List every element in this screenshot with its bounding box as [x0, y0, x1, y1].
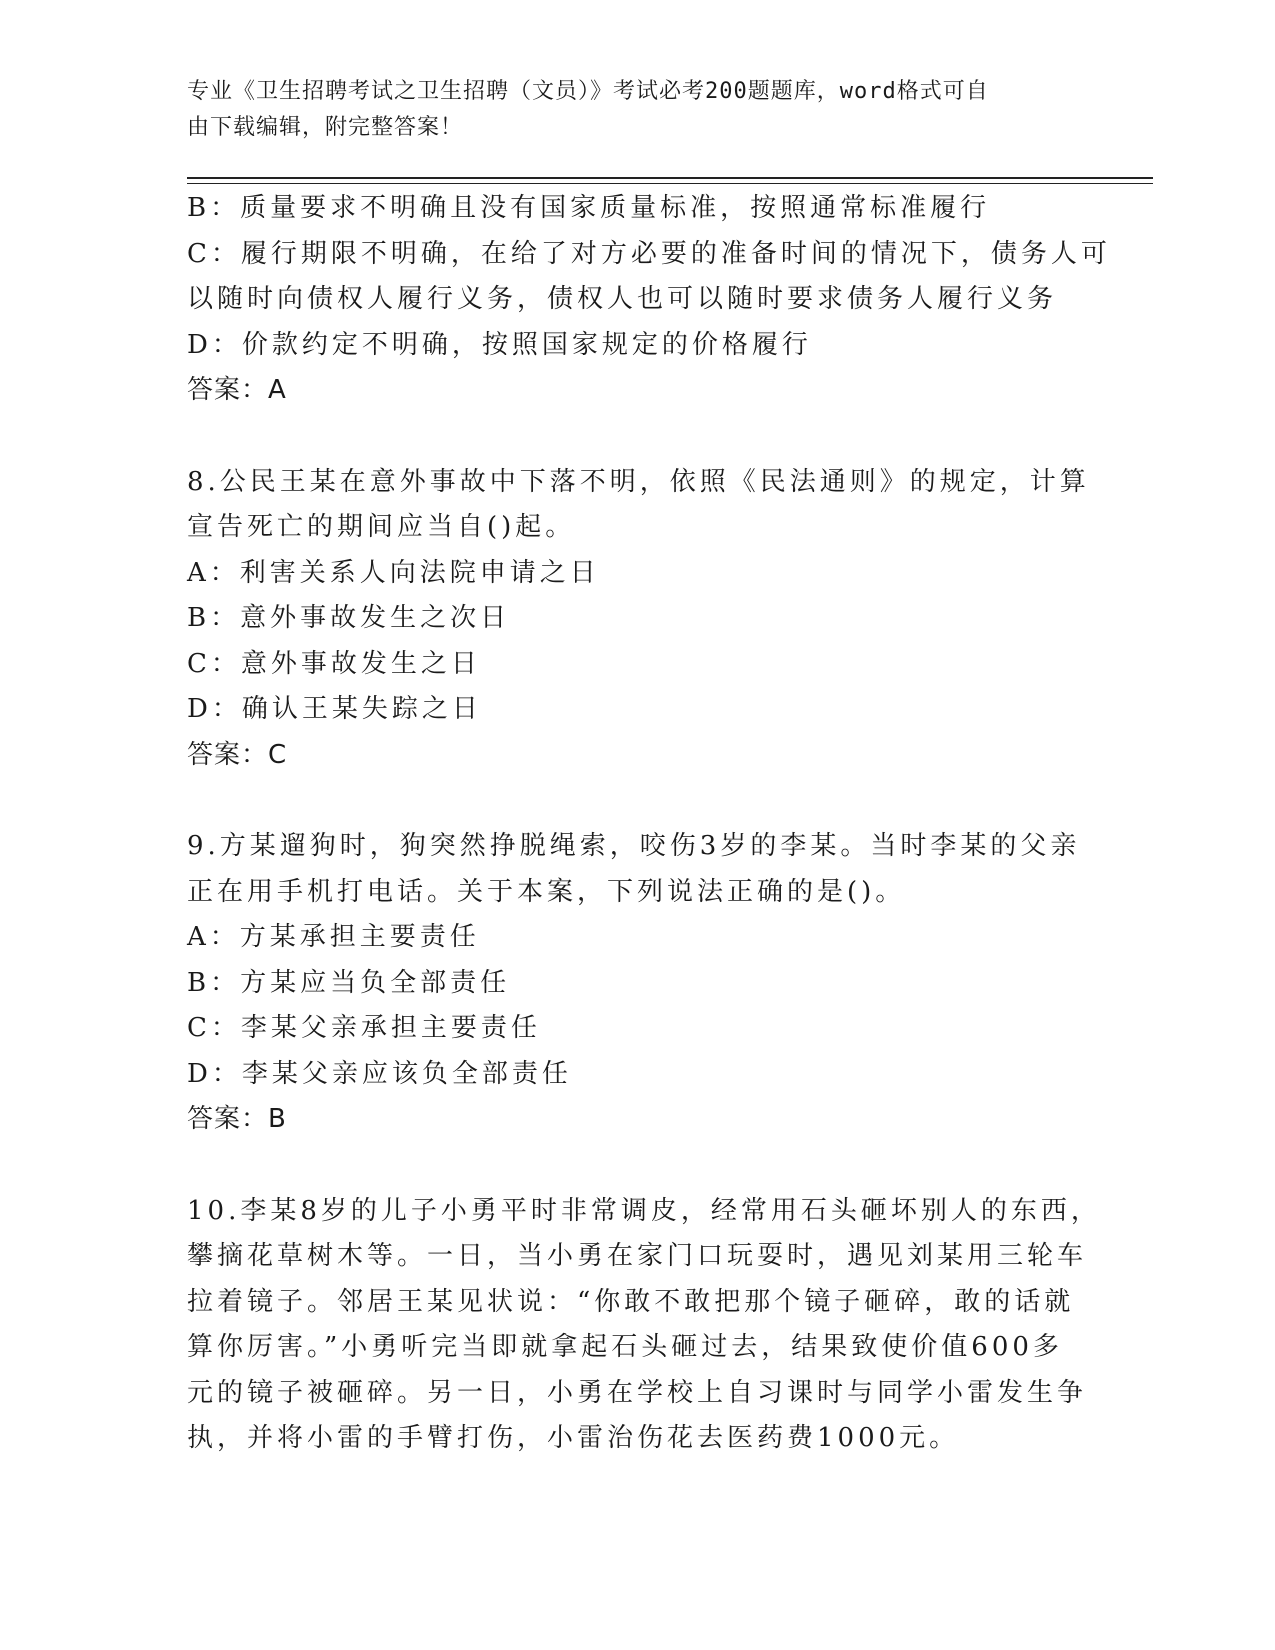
question-stem-continued: 正在用手机打电话。关于本案，下列说法正确的是()。	[187, 876, 906, 907]
option-c: C：意外事故发生之日	[187, 648, 481, 679]
option-d: D：李某父亲应该负全部责任	[187, 1058, 572, 1089]
question-stem: 8.公民王某在意外事故中下落不明，依照《民法通则》的规定，计算	[187, 466, 1090, 497]
document-body	[187, 186, 1111, 1462]
header-rule-thick	[187, 177, 1153, 179]
question-10	[187, 1189, 1101, 1462]
question-stem-continued: 元的镜子被砸碎。另一日，小勇在学校上自习课时与同学小雷发生争	[187, 1377, 1088, 1408]
option-a: A：方某承担主要责任	[187, 922, 480, 952]
option-b: B：意外事故发生之次日	[187, 603, 511, 633]
answer: 答案：A	[187, 375, 287, 405]
question-stem-continued: 宣告死亡的期间应当自()起。	[187, 512, 576, 542]
option-a: A：利害关系人向法院申请之日	[187, 557, 600, 588]
question-stem: 9.方某遛狗时，狗突然挣脱绳索，咬伤3岁的李某。当时李某的父亲	[187, 831, 1081, 861]
header-line-1: 专业《卫生招聘考试之卫生招聘（文员）》考试必考200题题库，word格式可自	[187, 79, 989, 104]
question-7-continued	[187, 186, 1111, 414]
option-b: B：质量要求不明确且没有国家质量标准，按照通常标准履行	[187, 193, 991, 223]
option-c: C：李某父亲承担主要责任	[187, 1013, 541, 1043]
question-stem-continued: 算你厉害。”小勇听完当即就拿起石头砸过去，结果致使价值600多	[187, 1332, 1063, 1362]
option-c: C：履行期限不明确，在给了对方必要的准备时间的情况下，债务人可	[187, 238, 1111, 269]
answer: 答案：B	[187, 1104, 287, 1134]
header-rule-thin	[187, 183, 1153, 184]
option-b: B：方某应当负全部责任	[187, 967, 511, 998]
question-9	[187, 824, 1087, 1143]
question-stem-continued: 执，并将小雷的手臂打伤，小雷治伤花去医药费1000元。	[187, 1423, 960, 1453]
option-d: D：价款约定不明确，按照国家规定的价格履行	[187, 329, 812, 360]
answer: 答案：C	[187, 739, 288, 770]
option-d: D：确认王某失踪之日	[187, 694, 482, 724]
header-line-2: 由下载编辑，附完整答案！	[187, 115, 464, 140]
option-c-continued: 以随时向债权人履行义务，债权人也可以随时要求债务人履行义务	[187, 284, 1058, 314]
question-stem-continued: 拉着镜子。邻居王某见状说：“你敢不敢把那个镜子砸碎，敢的话就	[187, 1286, 1075, 1317]
question-stem: 10.李某8岁的儿子小勇平时非常调皮，经常用石头砸坏别人的东西，	[187, 1195, 1101, 1226]
document-header	[187, 74, 1067, 146]
question-8	[187, 460, 1090, 779]
question-stem-continued: 攀摘花草树木等。一日，当小勇在家门口玩耍时，遇见刘某用三轮车	[187, 1241, 1088, 1271]
